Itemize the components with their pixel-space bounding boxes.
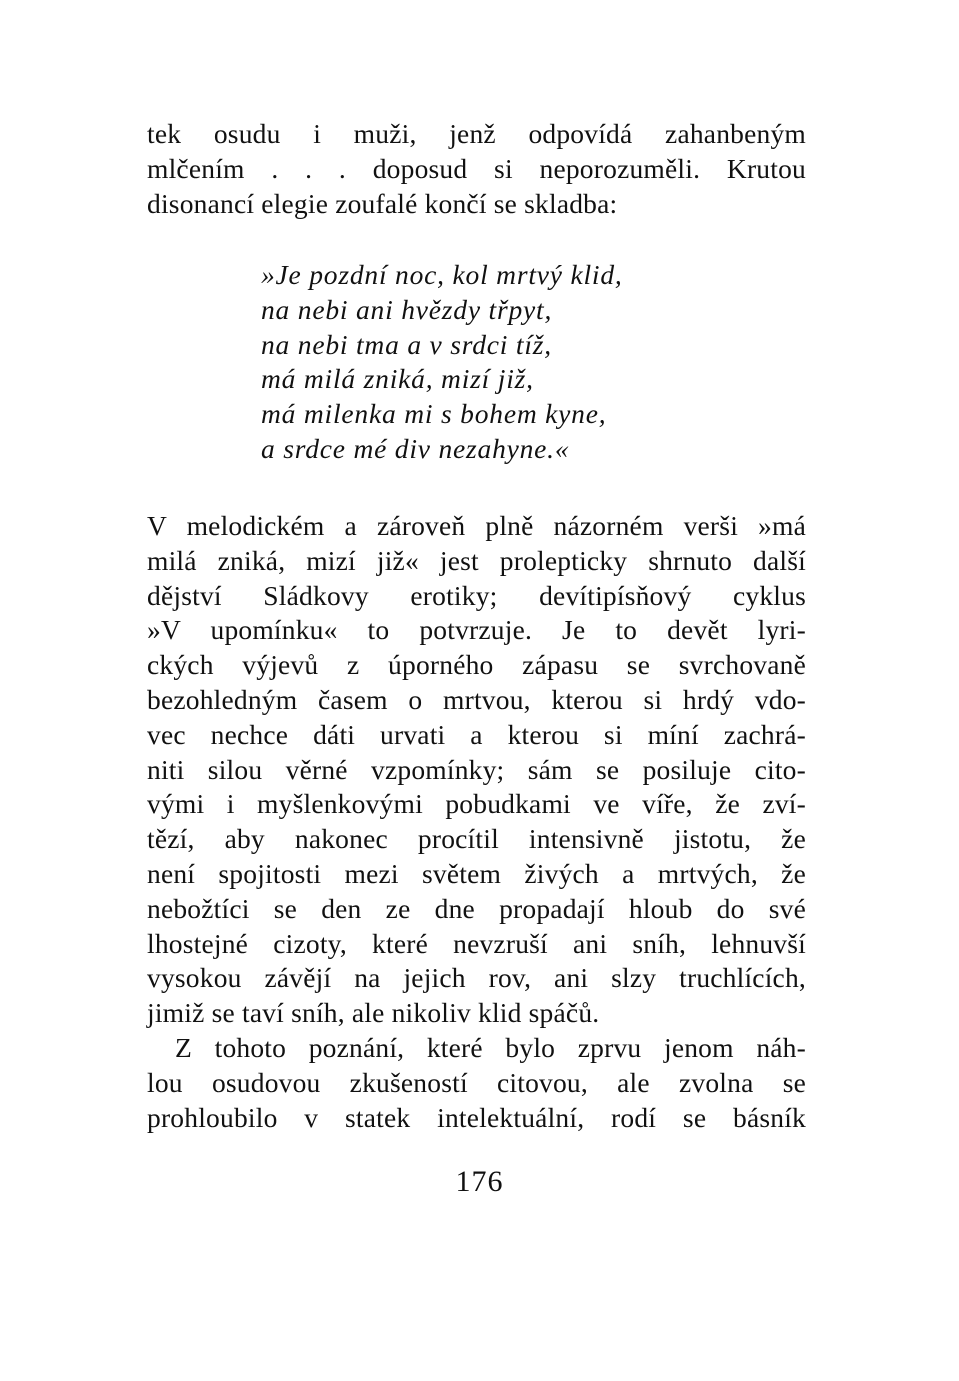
text-line: V melodickém a zároveň plně názorném verši »má — [147, 510, 806, 541]
poem-line: má milá zniká, mizí již, — [261, 363, 534, 395]
text-line: není spojitosti mezi světem živých a mrtvých, že — [147, 857, 806, 889]
text-line: Z tohoto poznání, které bylo zprvu jenom náh- — [175, 1031, 806, 1063]
text-line: niti silou věrné vzpomínky; sám se posiluje cito- — [147, 753, 806, 785]
body-text — [147, 509, 806, 1135]
text-line: lhostejné cizoty, které nevzruší ani sníh, lehnuvší — [147, 927, 806, 959]
text-line: disonancí elegie zoufalé končí se skladba: — [147, 187, 618, 219]
text-line: »V upomínku« to potvrzuje. Je to devět lyri- — [147, 614, 806, 646]
text-line: tězí, aby nakonec procítil intensivně jistotu, že — [147, 823, 806, 855]
text-line: dějství Sládkovy erotiky; devítipísňový cyklus — [147, 579, 806, 611]
poem-line: a srdce mé div nezahyne.« — [261, 432, 570, 464]
page-number: 176 — [455, 1165, 504, 1198]
text-line: milá zniká, mizí již« jest prolepticky shrnuto další — [147, 544, 806, 576]
text-line: vec nechce dáti urvati a kterou si míní zachrá- — [147, 718, 806, 750]
opening-text — [147, 117, 806, 221]
poem-line: na nebi tma a v srdci tíž, — [261, 328, 552, 360]
text-line: vysokou závějí na jejich rov, ani slzy truchlících, — [147, 962, 806, 994]
poem-line: na nebi ani hvězdy třpyt, — [261, 293, 553, 325]
paragraph — [147, 1031, 806, 1135]
poem-line: »Je pozdní noc, kol mrtvý klid, — [261, 259, 623, 290]
poem-quote — [261, 258, 623, 467]
text-line: vými i myšlenkovými pobudkami ve víře, že zví- — [147, 788, 806, 820]
text-line: mlčením . . . doposud si neporozuměli. Krutou — [147, 152, 806, 184]
paragraph — [147, 509, 806, 1031]
text-line: jimiž se taví sníh, ale nikoliv klid spáčů. — [147, 997, 600, 1029]
text-line: tek osudu i muži, jenž odpovídá zahanbeným — [147, 118, 806, 149]
text-line: nebožtíci se den ze dne propadají hloub do své — [147, 892, 806, 924]
text-line: lou osudovou zkušeností citovou, ale zvolna se — [147, 1066, 806, 1098]
text-line: ckých výjevů z úporného zápasu se svrchovaně — [147, 649, 806, 681]
text-line: prohloubilo v statek intelektuální, rodí se básník — [147, 1101, 806, 1133]
poem-line: má milenka mi s bohem kyne, — [261, 398, 607, 430]
text-line: bezohledným časem o mrtvou, kterou si hrdý vdo- — [147, 683, 806, 715]
